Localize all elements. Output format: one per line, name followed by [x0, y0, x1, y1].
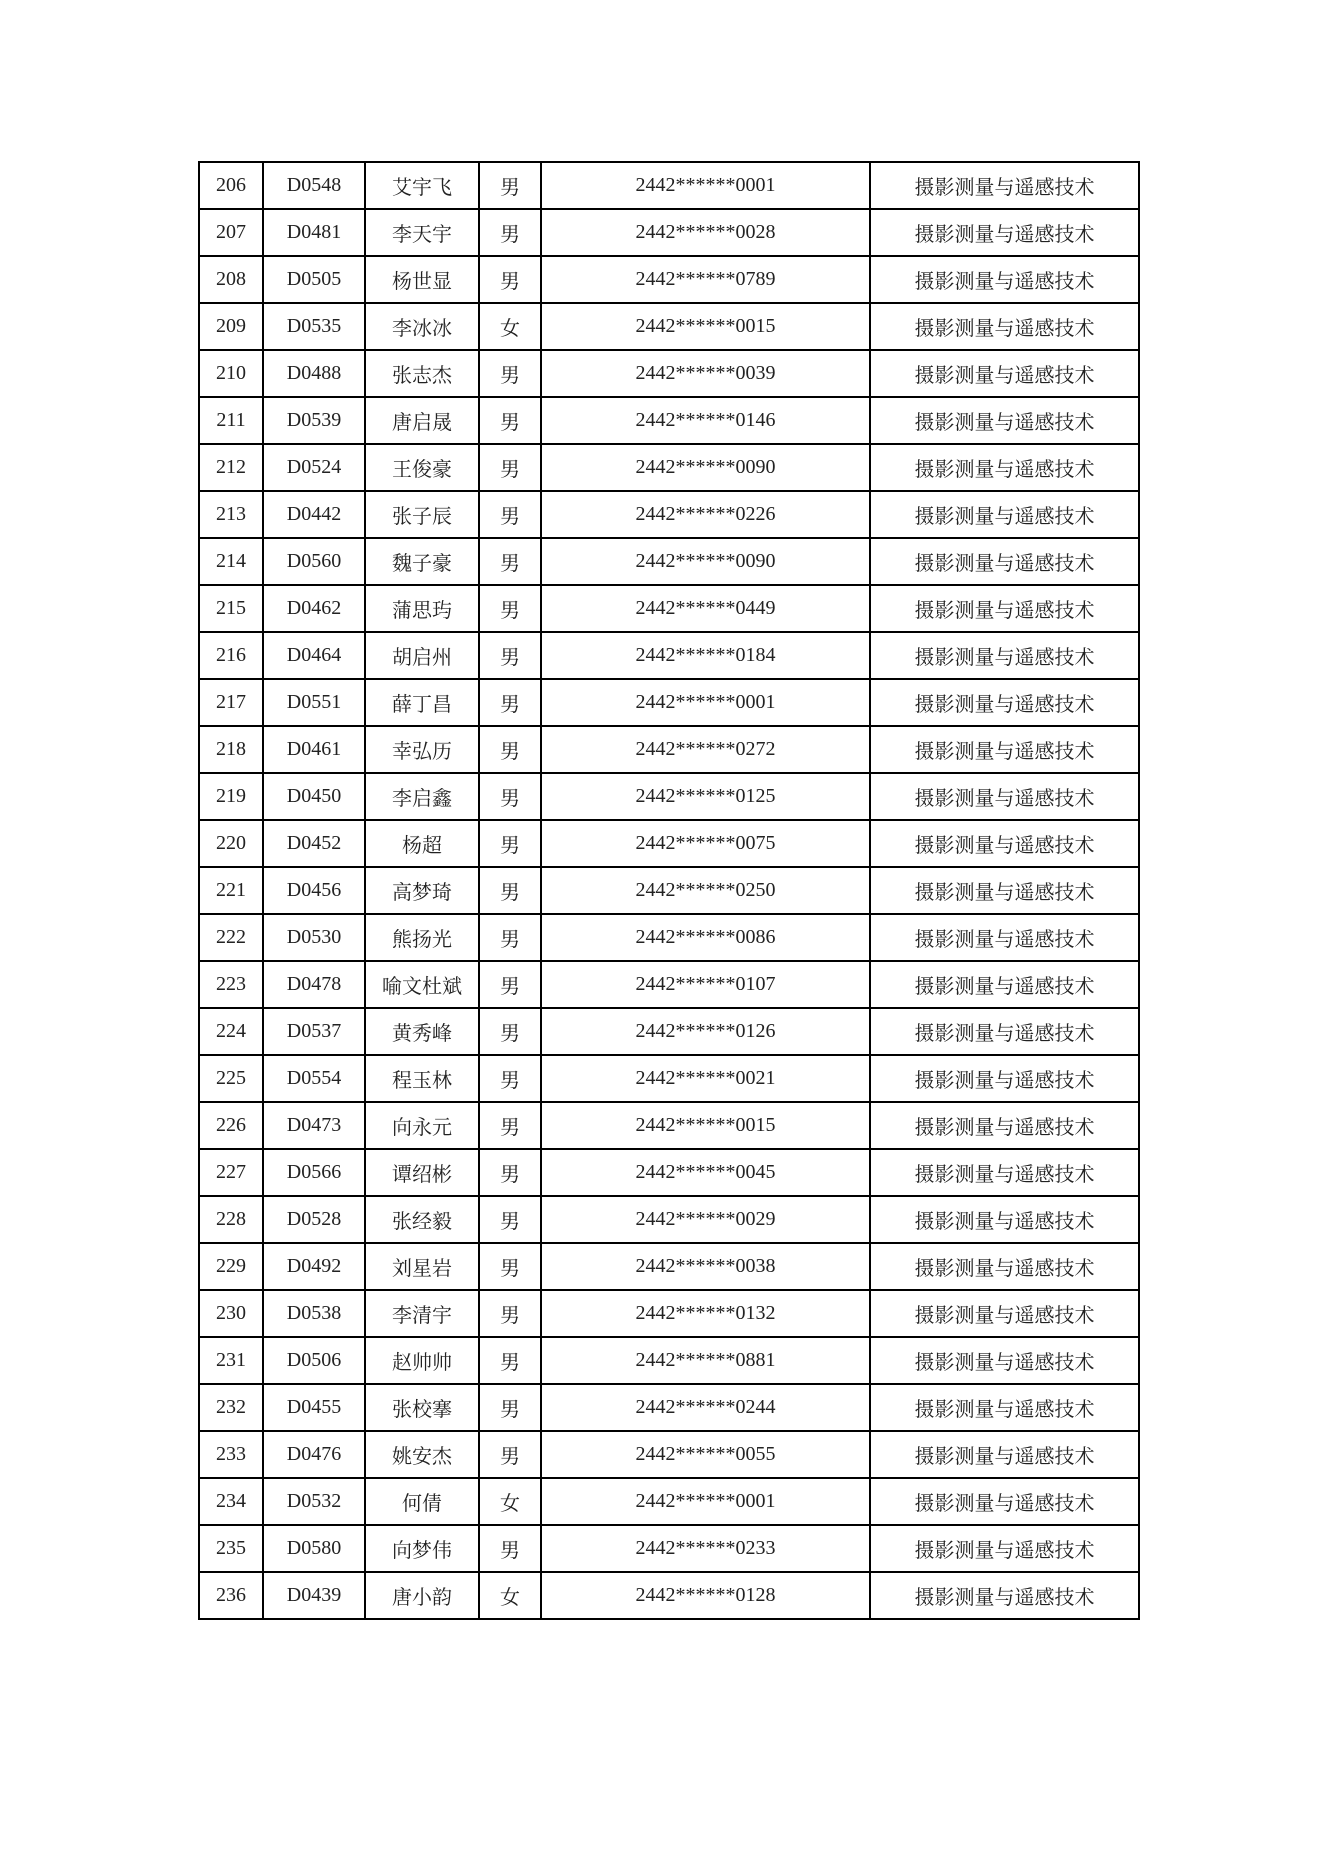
row-number-cell: 231 [199, 1337, 263, 1384]
gender-cell: 男 [479, 397, 541, 444]
table-row [199, 1196, 1139, 1243]
id-number-cell: 2442******0001 [541, 162, 870, 209]
student-name-cell: 刘星岩 [365, 1243, 479, 1290]
table-row [199, 491, 1139, 538]
major-cell: 摄影测量与遥感技术 [870, 1478, 1139, 1525]
student-name-cell: 何倩 [365, 1478, 479, 1525]
exam-id-cell: D0455 [263, 1384, 365, 1431]
row-number-cell: 207 [199, 209, 263, 256]
exam-id-cell: D0464 [263, 632, 365, 679]
gender-cell: 男 [479, 256, 541, 303]
gender-cell: 男 [479, 1149, 541, 1196]
gender-cell: 男 [479, 1196, 541, 1243]
student-name-cell: 王俊豪 [365, 444, 479, 491]
table-row [199, 1008, 1139, 1055]
gender-cell: 男 [479, 350, 541, 397]
student-name-cell: 李天宇 [365, 209, 479, 256]
exam-id-cell: D0532 [263, 1478, 365, 1525]
exam-id-cell: D0473 [263, 1102, 365, 1149]
gender-cell: 女 [479, 1572, 541, 1619]
table-row [199, 256, 1139, 303]
table-row [199, 444, 1139, 491]
id-number-cell: 2442******0146 [541, 397, 870, 444]
student-name-cell: 向梦伟 [365, 1525, 479, 1572]
major-cell: 摄影测量与遥感技术 [870, 1149, 1139, 1196]
exam-id-cell: D0537 [263, 1008, 365, 1055]
row-number-cell: 209 [199, 303, 263, 350]
major-cell: 摄影测量与遥感技术 [870, 350, 1139, 397]
student-name-cell: 张志杰 [365, 350, 479, 397]
gender-cell: 男 [479, 1008, 541, 1055]
student-name-cell: 杨超 [365, 820, 479, 867]
id-number-cell: 2442******0449 [541, 585, 870, 632]
student-name-cell: 张子辰 [365, 491, 479, 538]
exam-id-cell: D0560 [263, 538, 365, 585]
exam-id-cell: D0566 [263, 1149, 365, 1196]
id-number-cell: 2442******0045 [541, 1149, 870, 1196]
student-name-cell: 张校搴 [365, 1384, 479, 1431]
student-name-cell: 黄秀峰 [365, 1008, 479, 1055]
gender-cell: 男 [479, 914, 541, 961]
row-number-cell: 227 [199, 1149, 263, 1196]
table-row [199, 773, 1139, 820]
major-cell: 摄影测量与遥感技术 [870, 914, 1139, 961]
row-number-cell: 233 [199, 1431, 263, 1478]
gender-cell: 男 [479, 632, 541, 679]
student-name-cell: 熊扬光 [365, 914, 479, 961]
row-number-cell: 223 [199, 961, 263, 1008]
exam-id-cell: D0538 [263, 1290, 365, 1337]
gender-cell: 男 [479, 773, 541, 820]
row-number-cell: 235 [199, 1525, 263, 1572]
gender-cell: 男 [479, 1243, 541, 1290]
id-number-cell: 2442******0132 [541, 1290, 870, 1337]
id-number-cell: 2442******0128 [541, 1572, 870, 1619]
id-number-cell: 2442******0001 [541, 679, 870, 726]
gender-cell: 男 [479, 1431, 541, 1478]
row-number-cell: 234 [199, 1478, 263, 1525]
table-row [199, 632, 1139, 679]
exam-id-cell: D0539 [263, 397, 365, 444]
gender-cell: 男 [479, 491, 541, 538]
table-row [199, 1102, 1139, 1149]
major-cell: 摄影测量与遥感技术 [870, 1290, 1139, 1337]
student-name-cell: 向永元 [365, 1102, 479, 1149]
student-name-cell: 艾宇飞 [365, 162, 479, 209]
id-number-cell: 2442******0015 [541, 303, 870, 350]
row-number-cell: 225 [199, 1055, 263, 1102]
major-cell: 摄影测量与遥感技术 [870, 1431, 1139, 1478]
row-number-cell: 206 [199, 162, 263, 209]
major-cell: 摄影测量与遥感技术 [870, 1337, 1139, 1384]
student-name-cell: 魏子豪 [365, 538, 479, 585]
exam-id-cell: D0551 [263, 679, 365, 726]
table-row [199, 726, 1139, 773]
row-number-cell: 236 [199, 1572, 263, 1619]
major-cell: 摄影测量与遥感技术 [870, 538, 1139, 585]
exam-id-cell: D0492 [263, 1243, 365, 1290]
major-cell: 摄影测量与遥感技术 [870, 1384, 1139, 1431]
id-number-cell: 2442******0039 [541, 350, 870, 397]
id-number-cell: 2442******0055 [541, 1431, 870, 1478]
id-number-cell: 2442******0184 [541, 632, 870, 679]
row-number-cell: 208 [199, 256, 263, 303]
row-number-cell: 217 [199, 679, 263, 726]
row-number-cell: 232 [199, 1384, 263, 1431]
exam-id-cell: D0548 [263, 162, 365, 209]
exam-id-cell: D0524 [263, 444, 365, 491]
student-name-cell: 胡启州 [365, 632, 479, 679]
major-cell: 摄影测量与遥感技术 [870, 726, 1139, 773]
student-name-cell: 姚安杰 [365, 1431, 479, 1478]
table-row [199, 397, 1139, 444]
gender-cell: 男 [479, 1337, 541, 1384]
major-cell: 摄影测量与遥感技术 [870, 773, 1139, 820]
major-cell: 摄影测量与遥感技术 [870, 867, 1139, 914]
gender-cell: 男 [479, 820, 541, 867]
table-row [199, 1290, 1139, 1337]
gender-cell: 男 [479, 679, 541, 726]
major-cell: 摄影测量与遥感技术 [870, 491, 1139, 538]
major-cell: 摄影测量与遥感技术 [870, 1008, 1139, 1055]
table-row [199, 162, 1139, 209]
row-number-cell: 210 [199, 350, 263, 397]
major-cell: 摄影测量与遥感技术 [870, 444, 1139, 491]
major-cell: 摄影测量与遥感技术 [870, 679, 1139, 726]
row-number-cell: 228 [199, 1196, 263, 1243]
student-name-cell: 程玉林 [365, 1055, 479, 1102]
table-row [199, 820, 1139, 867]
table-row [199, 1149, 1139, 1196]
row-number-cell: 211 [199, 397, 263, 444]
exam-id-cell: D0442 [263, 491, 365, 538]
exam-id-cell: D0505 [263, 256, 365, 303]
roster-body [199, 162, 1139, 1619]
exam-id-cell: D0580 [263, 1525, 365, 1572]
major-cell: 摄影测量与遥感技术 [870, 209, 1139, 256]
exam-id-cell: D0462 [263, 585, 365, 632]
major-cell: 摄影测量与遥感技术 [870, 1196, 1139, 1243]
student-name-cell: 蒲思玙 [365, 585, 479, 632]
student-name-cell: 幸弘历 [365, 726, 479, 773]
id-number-cell: 2442******0233 [541, 1525, 870, 1572]
exam-id-cell: D0461 [263, 726, 365, 773]
student-name-cell: 喻文杜斌 [365, 961, 479, 1008]
table-row [199, 1337, 1139, 1384]
gender-cell: 男 [479, 867, 541, 914]
major-cell: 摄影测量与遥感技术 [870, 820, 1139, 867]
gender-cell: 男 [479, 1290, 541, 1337]
table-row [199, 1478, 1139, 1525]
gender-cell: 男 [479, 162, 541, 209]
row-number-cell: 224 [199, 1008, 263, 1055]
gender-cell: 男 [479, 585, 541, 632]
exam-id-cell: D0450 [263, 773, 365, 820]
id-number-cell: 2442******0038 [541, 1243, 870, 1290]
row-number-cell: 214 [199, 538, 263, 585]
row-number-cell: 215 [199, 585, 263, 632]
id-number-cell: 2442******0126 [541, 1008, 870, 1055]
student-name-cell: 李启鑫 [365, 773, 479, 820]
major-cell: 摄影测量与遥感技术 [870, 1572, 1139, 1619]
row-number-cell: 213 [199, 491, 263, 538]
table-row [199, 1243, 1139, 1290]
row-number-cell: 212 [199, 444, 263, 491]
major-cell: 摄影测量与遥感技术 [870, 585, 1139, 632]
major-cell: 摄影测量与遥感技术 [870, 397, 1139, 444]
table-row [199, 1055, 1139, 1102]
student-name-cell: 杨世显 [365, 256, 479, 303]
id-number-cell: 2442******0250 [541, 867, 870, 914]
exam-id-cell: D0488 [263, 350, 365, 397]
table-row [199, 867, 1139, 914]
major-cell: 摄影测量与遥感技术 [870, 162, 1139, 209]
student-name-cell: 谭绍彬 [365, 1149, 479, 1196]
exam-id-cell: D0478 [263, 961, 365, 1008]
major-cell: 摄影测量与遥感技术 [870, 303, 1139, 350]
student-name-cell: 高梦琦 [365, 867, 479, 914]
table-row [199, 538, 1139, 585]
table-row [199, 914, 1139, 961]
major-cell: 摄影测量与遥感技术 [870, 1055, 1139, 1102]
gender-cell: 女 [479, 303, 541, 350]
id-number-cell: 2442******0090 [541, 538, 870, 585]
row-number-cell: 226 [199, 1102, 263, 1149]
student-name-cell: 赵帅帅 [365, 1337, 479, 1384]
table-row [199, 209, 1139, 256]
id-number-cell: 2442******0021 [541, 1055, 870, 1102]
id-number-cell: 2442******0789 [541, 256, 870, 303]
id-number-cell: 2442******0075 [541, 820, 870, 867]
exam-id-cell: D0456 [263, 867, 365, 914]
gender-cell: 男 [479, 1525, 541, 1572]
row-number-cell: 221 [199, 867, 263, 914]
id-number-cell: 2442******0029 [541, 1196, 870, 1243]
gender-cell: 男 [479, 1102, 541, 1149]
id-number-cell: 2442******0881 [541, 1337, 870, 1384]
id-number-cell: 2442******0090 [541, 444, 870, 491]
table-row [199, 679, 1139, 726]
table-row [199, 1572, 1139, 1619]
table-row [199, 350, 1139, 397]
gender-cell: 男 [479, 726, 541, 773]
gender-cell: 男 [479, 1384, 541, 1431]
row-number-cell: 230 [199, 1290, 263, 1337]
major-cell: 摄影测量与遥感技术 [870, 256, 1139, 303]
id-number-cell: 2442******0001 [541, 1478, 870, 1525]
exam-id-cell: D0528 [263, 1196, 365, 1243]
id-number-cell: 2442******0107 [541, 961, 870, 1008]
table-row [199, 1525, 1139, 1572]
id-number-cell: 2442******0272 [541, 726, 870, 773]
student-roster-table [198, 161, 1140, 1620]
major-cell: 摄影测量与遥感技术 [870, 632, 1139, 679]
table-row [199, 303, 1139, 350]
major-cell: 摄影测量与遥感技术 [870, 961, 1139, 1008]
table-row [199, 585, 1139, 632]
student-name-cell: 薛丁昌 [365, 679, 479, 726]
exam-id-cell: D0439 [263, 1572, 365, 1619]
major-cell: 摄影测量与遥感技术 [870, 1525, 1139, 1572]
table-row [199, 1431, 1139, 1478]
id-number-cell: 2442******0086 [541, 914, 870, 961]
row-number-cell: 218 [199, 726, 263, 773]
gender-cell: 男 [479, 444, 541, 491]
row-number-cell: 229 [199, 1243, 263, 1290]
gender-cell: 男 [479, 209, 541, 256]
student-name-cell: 唐小韵 [365, 1572, 479, 1619]
id-number-cell: 2442******0244 [541, 1384, 870, 1431]
row-number-cell: 219 [199, 773, 263, 820]
gender-cell: 男 [479, 538, 541, 585]
student-name-cell: 李冰冰 [365, 303, 479, 350]
gender-cell: 女 [479, 1478, 541, 1525]
id-number-cell: 2442******0015 [541, 1102, 870, 1149]
table-row [199, 961, 1139, 1008]
major-cell: 摄影测量与遥感技术 [870, 1243, 1139, 1290]
exam-id-cell: D0452 [263, 820, 365, 867]
id-number-cell: 2442******0226 [541, 491, 870, 538]
exam-id-cell: D0535 [263, 303, 365, 350]
student-name-cell: 唐启晟 [365, 397, 479, 444]
exam-id-cell: D0506 [263, 1337, 365, 1384]
id-number-cell: 2442******0028 [541, 209, 870, 256]
exam-id-cell: D0530 [263, 914, 365, 961]
student-name-cell: 张经毅 [365, 1196, 479, 1243]
exam-id-cell: D0554 [263, 1055, 365, 1102]
exam-id-cell: D0476 [263, 1431, 365, 1478]
row-number-cell: 220 [199, 820, 263, 867]
gender-cell: 男 [479, 1055, 541, 1102]
table-row [199, 1384, 1139, 1431]
row-number-cell: 222 [199, 914, 263, 961]
major-cell: 摄影测量与遥感技术 [870, 1102, 1139, 1149]
exam-id-cell: D0481 [263, 209, 365, 256]
id-number-cell: 2442******0125 [541, 773, 870, 820]
gender-cell: 男 [479, 961, 541, 1008]
student-name-cell: 李清宇 [365, 1290, 479, 1337]
row-number-cell: 216 [199, 632, 263, 679]
